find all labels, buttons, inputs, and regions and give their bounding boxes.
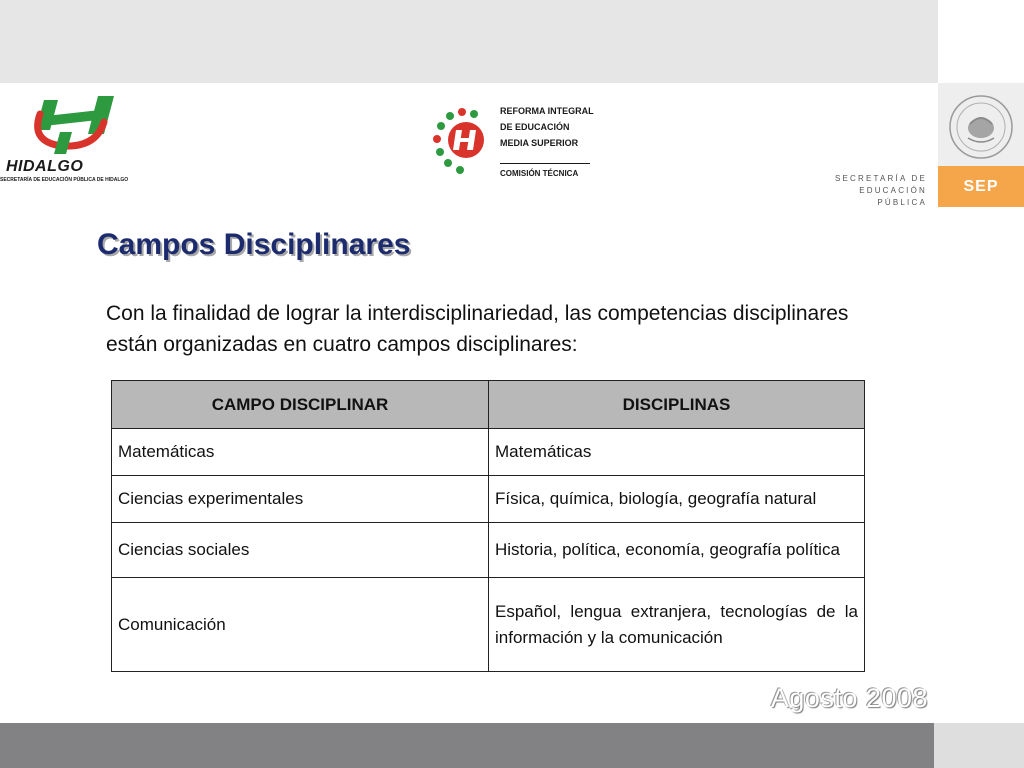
riems-commission: COMISIÓN TÉCNICA — [500, 169, 579, 178]
cell-disciplinas: Física, química, biología, geografía natural — [489, 476, 865, 523]
slide-date: Agosto 2008 — [770, 683, 928, 713]
riems-logo-icon — [432, 104, 500, 176]
disciplines-table — [111, 380, 865, 672]
hidalgo-name: HIDALGO — [6, 158, 84, 175]
cell-campo: Ciencias experimentales — [112, 476, 489, 523]
cell-disciplinas: Español, lengua extranjera, tecnologías de la información y la comunicación — [489, 578, 865, 672]
national-seal-icon — [948, 94, 1014, 160]
slide-title: Campos Disciplinares — [97, 228, 411, 261]
hidalgo-subtitle: SECRETARÍA DE EDUCACIÓN PÚBLICA DE HIDALGO — [0, 177, 129, 183]
table-row — [112, 578, 865, 672]
cell-campo: Matemáticas — [112, 429, 489, 476]
header-campo: CAMPO DISCIPLINAR — [112, 381, 489, 429]
table-row — [112, 429, 865, 476]
intro-paragraph: Con la finalidad de lograr la interdisciplinariedad, las competencias disciplinares están organizadas en cuatro campos disciplinares: — [106, 302, 849, 356]
bottom-band — [0, 723, 934, 768]
top-band — [0, 0, 938, 83]
cell-disciplinas: Historia, política, economía, geografía política — [489, 523, 865, 578]
riems-wordmark: REFORMA INTEGRAL DE EDUCACIÓN MEDIA SUPERIOR — [500, 106, 594, 148]
sep-wordmark: SECRETARÍA DE EDUCACIÓN PÚBLICA — [834, 174, 927, 207]
cell-campo: Ciencias sociales — [112, 523, 489, 578]
cell-campo: Comunicación — [112, 578, 489, 672]
bottom-right-block — [934, 723, 1024, 768]
header-disciplinas: DISCIPLINAS — [489, 381, 865, 429]
cell-disciplinas: Matemáticas — [489, 429, 865, 476]
table-row — [112, 523, 865, 578]
table-row — [112, 476, 865, 523]
top-right-block — [938, 0, 1024, 83]
table-header-row — [112, 381, 865, 429]
sep-badge: SEP — [938, 166, 1024, 207]
riems-divider — [500, 163, 590, 164]
